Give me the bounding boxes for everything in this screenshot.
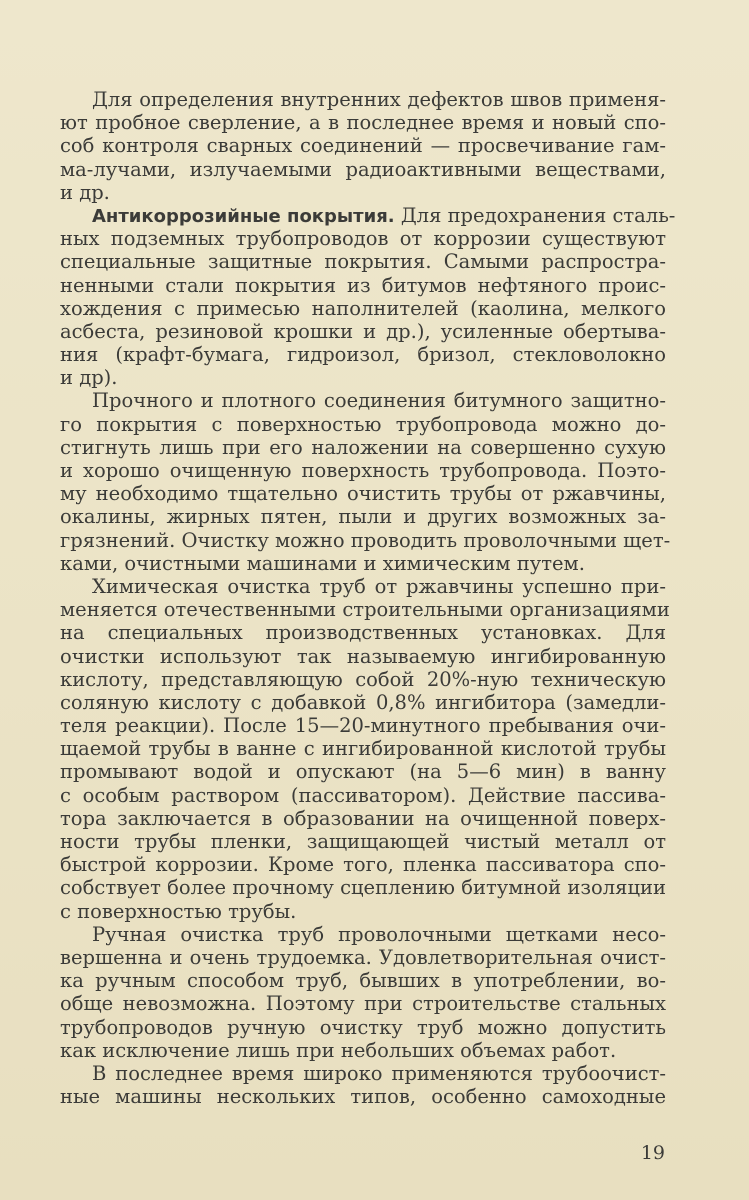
page-number: 19 [640,1142,665,1164]
paragraph-weld-defects [60,88,666,204]
text-line: му необходимо тщательно очистить трубы от ржавчины, [60,482,666,506]
text-line: ния (крафт-бумага, гидроизол, бризол, стекловолокно [60,343,666,367]
paragraph-bitumen-adhesion [60,389,671,575]
text-line: В последнее время широко применяются трубоочист- [92,1061,666,1085]
text-line: специальные защитные покрытия. Самыми распростра- [60,250,666,274]
paragraph-anticorrosion [60,203,676,390]
text-line: и др. [60,180,110,204]
text-line: быстрой коррозии. Кроме того, пленка пассиватора спо- [60,853,666,877]
text-line: хождения с примесью наполнителей (каолина, мелкого [60,296,666,320]
text-line: ка ручным способом труб, бывших в употреблении, во- [60,969,666,993]
text-line: асбеста, резиновой крошки и др.), усиленные обертыва- [60,319,666,343]
text-line: на специальных производственных установках. Для [60,621,666,645]
text-line: кислоту, представляющую собой 20%-ную техническую [60,667,666,691]
text-line: грязнений. Очистку можно проводить проволочными щет- [60,528,671,552]
text-line [60,203,676,227]
text-line: меняется отечественными строительными организациями [60,598,670,622]
paragraph-cleaning-machines [60,1062,666,1108]
text-line: ненными стали покрытия из битумов нефтяного проис- [60,273,666,297]
text-line: и хорошо очищенную поверхность трубопровода. Поэто- [60,459,666,482]
text-line: стигнуть лишь при его наложении на совершенно сухую [60,435,666,459]
text-line-rest: Для предохранения сталь- [394,203,676,227]
text-line: обще невозможна. Поэтому при строительстве стальных [60,992,666,1016]
text-line: ют пробное сверление, а в последнее время и новый спо- [60,111,666,135]
text-line: Прочного и плотного соединения битумного защитно- [92,389,666,413]
section-heading: Антикоррозийные покрытия. [92,205,395,227]
text-line: промывают водой и опускают (на 5—6 мин) в ванну [60,760,666,784]
text-line: с особым раствором (пассиватором). Действие пассива- [60,783,666,807]
text-line: Ручная очистка труб проволочными щетками несо- [92,922,666,946]
text-line: собствует более прочному сцеплению битумной изоляции [60,876,666,900]
text-line: как исключение лишь при небольших объемах работ. [60,1038,617,1062]
text-line: с поверхностью трубы. [60,899,297,923]
body-text [60,88,676,1109]
text-line: вершенна и очень трудоемка. Удовлетворительная очист- [60,945,666,969]
text-line: окалины, жирных пятен, пыли и других возможных за- [60,505,666,529]
text-line: ности трубы пленки, защищающей чистый металл от [60,830,666,853]
text-line: го покрытия с поверхностью трубопровода можно до- [60,412,666,436]
text-line: трубопроводов ручную очистку труб можно допустить [60,1015,666,1039]
text-line: Для определения внутренних дефектов швов применя- [92,88,666,111]
text-line: теля реакции). После 15—20-минутного пребывания очи- [60,714,666,738]
text-line: ных подземных трубопроводов от коррозии существуют [60,227,666,251]
text-line: тора заключается в образовании на очищенной поверх- [60,806,666,830]
text-line: ками, очистными машинами и химическим путем. [60,551,585,575]
text-line: щаемой трубы в ванне с ингибированной кислотой трубы [60,737,666,761]
text-line: ма-лучами, излучаемыми радиоактивными веществами, [60,157,666,181]
text-line: соляную кислоту с добавкой 0,8% ингибитора (замедли- [60,690,666,714]
paragraph-chemical-cleaning [60,574,670,923]
text-line: соб контроля сварных соединений — просвечивание гам- [60,134,666,158]
text-line: ные машины нескольких типов, особенно самоходные [60,1085,666,1109]
text-line: Химическая очистка труб от ржавчины успешно при- [92,574,666,598]
text-line: и др). [60,366,118,390]
paragraph-manual-cleaning [60,923,666,1062]
text-line: очистки используют так называемую ингибированную [60,644,666,668]
